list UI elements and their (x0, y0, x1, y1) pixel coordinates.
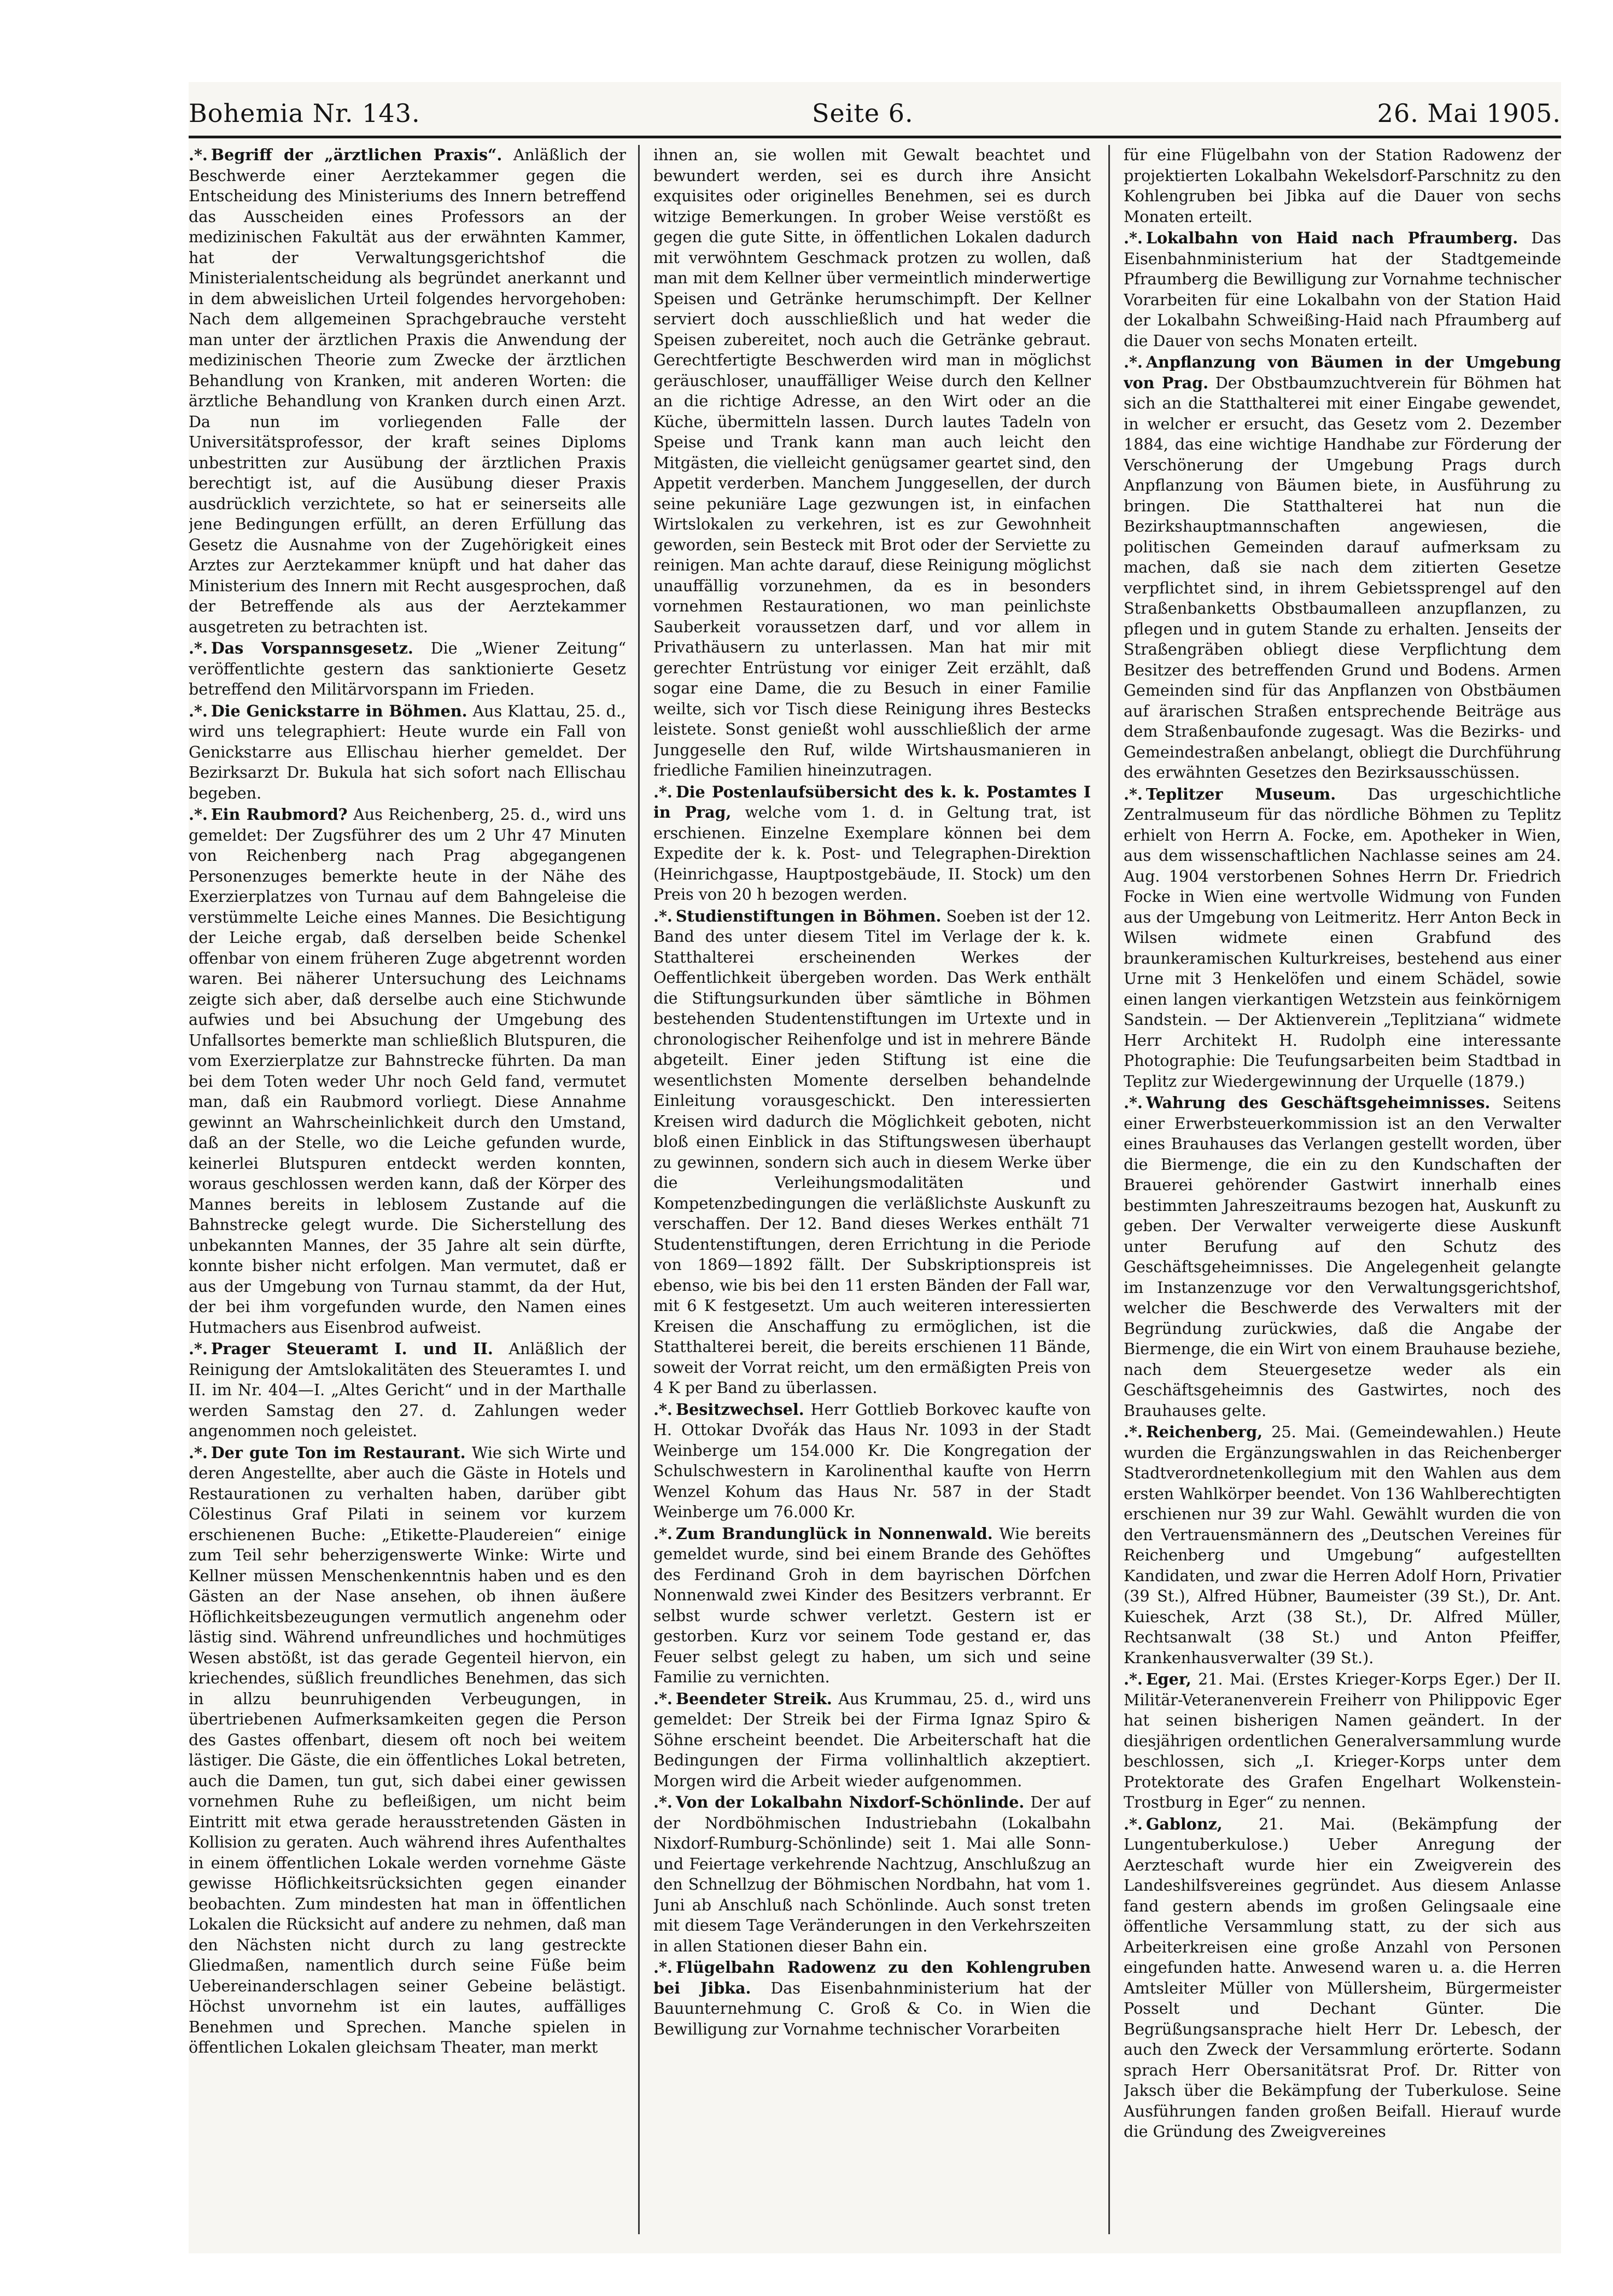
article-headline: Von der Lokalbahn Nixdorf-Schönlinde. (675, 1793, 1025, 1811)
article-text: Soeben ist der 12. Band des unter diesem Titel im Verlage der k. k. Statthalterei erscheinenden Werkes der Oeffentlichkeit übergeben worden. Das Werk enthält die Stiftungsurkunden über sämtliche in Böhmen bestehenden Studentenstiftungen im Urtexte und in chronologischer Reihenfolge und ist in mehrere Bände abgeteilt. Einer jeden Stiftung ist eine die wesentlichsten Momente derselben behandelnde Einleitung vorausgeschickt. Den interessierten Kreisen wird dadurch die Möglichkeit geboten, nicht bloß einen Einblick in das Stiftungswesen überhaupt zu gewinnen, sondern sich auch in diesem Werke über die Verleihungsmodalitäten und Kompetenzbedingungen die verläßlichste Auskunft zu verschaffen. Der 12. Band dieses Werkes enthält 71 Studentenstiftungen, deren Errichtung in die Periode von 1869—1892 fällt. Der Subskriptionspreis ist ebenso, wie bis bei den 11 ersten Bänden der Fall war, mit 6 K festgesetzt. Um auch weiteren interessierten Kreisen die Anschaffung zu ermöglichen, ist die Statthalterei bereit, die bereits erschienen 11 Bände, soweit der Vorrat reicht, um den ermäßigten Preis von 4 K per Band zu überlassen. (653, 906, 1091, 1397)
header-rule (189, 136, 1561, 138)
article-text: Wie bereits gemeldet wurde, sind bei einem Brande des Gehöftes des Ferdinand Groh in dem bayrischen Dörfchen Nonnenwald zwei Kinder des Besitzers verbrannt. Er selbst wurde schwer verletzt. Gestern ist er gestorben. Kurz vor seinem Tode gestand er, das Feuer selbst gelegt zu haben, um sich und seine Familie zu vernichten. (653, 1524, 1091, 1686)
article (653, 1689, 1091, 1792)
article-paragraph (1124, 145, 1561, 227)
asterism-mark: .*. (653, 1793, 673, 1811)
article-paragraph (189, 1339, 626, 1442)
article (653, 782, 1091, 905)
asterism-mark: .*. (189, 805, 208, 824)
article (189, 1339, 626, 1442)
masthead-title: Bohemia Nr. 143. (189, 98, 420, 128)
article-text: Das Eisenbahnministerium hat der Bauunternehmung C. Groß & Co. in Wien die Bewilligung zur Vornahme technischer Vorarbeiten (653, 1978, 1091, 2038)
article-paragraph (653, 1524, 1091, 1688)
asterism-mark: .*. (1124, 1814, 1143, 1833)
article-text: Wie sich Wirte und deren Angestellte, aber auch die Gäste in Hotels und Restaurationen zu verhalten haben, darüber gibt Cölestinus Graf Pilati in seinem vor kurzem erschienenen Buche: „Etikette-Plaudereien“ einige zum Teil sehr beherzigenswerte Winke: Wirte und Kellner müssen Menschenkenntnis haben und es den Gästen an der Nase ansehen, ob ihnen äußere Höflichkeitsbezeugungen vermutlich angenehm oder lästig sind. Während unfreundliches und hochmütiges Wesen abstößt, ist das gerade Gegenteil hiervon, ein kriechendes, süßlich freundliches Benehmen, das sich in allzu beunruhigenden Verbeugungen, in übertriebenen Aufmerksamkeiten gegen die Person des Gastes offenbart, diesem oft noch bei weitem lästiger. Die Gäste, die ein öffentliches Lokal betreten, auch die Damen, tun gut, sich dabei einer gewissen vornehmen Ruhe zu befleißigen, um nicht beim Eintritt mit etwa gerade herausstretenden Gästen in Kollision zu geraten. Auch während ihres Aufenthaltes in einem öffentlichen Lokale werden vornehme Gäste gewisse Höflichkeitsrücksichten gegen einander beobachten. Zum mindesten hat man in öffentlichen Lokalen die Rücksicht auf andere zu nehmen, daß man den Nächsten nicht durch zu lang gestreckte Gliedmaßen, namentlich durch seine Füße beim Uebereinanderschlagen seiner Gebeine belästigt. Höchst unvornehm ist ein lautes, auffälliges Benehmen und Sprechen. Manche spielen in öffentlichen Lokalen gleichsam Theater, man merkt (189, 1443, 626, 2056)
article-headline: Eger, (1146, 1670, 1191, 1688)
article-paragraph (1124, 784, 1561, 1092)
article-headline: Der gute Ton im Restaurant. (211, 1443, 466, 1462)
masthead (189, 93, 1561, 137)
article-paragraph (653, 782, 1091, 905)
issue-date: 26. Mai 1905. (1377, 98, 1561, 128)
article-paragraph (1124, 1093, 1561, 1421)
asterism-mark: .*. (1124, 353, 1143, 371)
article-headline: Die Postenlaufsübersicht des k. k. Postamtes I in Prag, (653, 782, 1091, 821)
article (189, 145, 626, 637)
article (653, 1792, 1091, 1956)
article-paragraph (653, 1957, 1091, 2039)
asterism-mark: .*. (653, 1400, 673, 1419)
asterism-mark: .*. (189, 145, 208, 164)
column-1 (189, 145, 626, 2234)
asterism-mark: .*. (189, 639, 208, 657)
article (1124, 145, 1561, 227)
article-text: Anläßlich der Reinigung der Amtslokalitäten des Steueramtes I. und II. im Nr. 404—I. „Altes Gericht“ und in der Marthalle werden Samstag den 27. d. Zahlungen weder angenommen noch geleistet. (189, 1339, 626, 1440)
article-paragraph (1124, 1669, 1561, 1813)
newspaper-page (189, 82, 1561, 2253)
asterism-mark: .*. (1124, 1670, 1143, 1688)
article-paragraph (1124, 228, 1561, 351)
article (653, 1957, 1091, 2039)
asterism-mark: .*. (653, 1958, 673, 1977)
article-paragraph (1124, 1814, 1561, 2142)
asterism-mark: .*. (1124, 229, 1143, 247)
article (1124, 1814, 1561, 2142)
asterism-mark: .*. (1124, 784, 1143, 803)
article-text: 25. Mai. (Gemeindewahlen.) Heute wurden die Ergänzungswahlen in das Reichenberger Stadtverordnetenkollegium mit den Wahlen aus dem ersten Wahlkörper beendet. Von 136 Wahlberechtigten erschienen nur 39 zur Wahl. Gewählt wurden die von den Vertrauensmännern des „Deutschen Vereines für Reichenberg und Umgebung“ aufgestellten Kandidaten, und zwar die Herren Adolf Horn, Privatier (39 St.), Alfred Hübner, Baumeister (39 St.), Dr. Ant. Kuieschek, Arzt (38 St.), Dr. Alfred Müller, Rechtsanwalt (38 St.) und Anton Pfeiffer, Krankenhausverwalter (39 St.). (1124, 1423, 1561, 1667)
article-headline: Besitzwechsel. (675, 1400, 804, 1419)
article-headline: Anpflanzung von Bäumen in der Umgebung von Prag. (1124, 353, 1561, 392)
article (1124, 352, 1561, 783)
article (1124, 1093, 1561, 1421)
article-text: Das Eisenbahnministerium hat der Stadtgemeinde Pfraumberg die Bewilligung zur Vornahme technischer Vorarbeiten für eine Lokalbahn von der Station Haid der Lokalbahn Schweißing-Haid nach Pfraumberg auf die Dauer von sechs Monaten erteilt. (1124, 229, 1561, 350)
article-paragraph (653, 1689, 1091, 1792)
article-text: Aus Reichenberg, 25. d., wird uns gemeldet: Der Zugsführer des um 2 Uhr 47 Minuten von Reichenberg nach Prag abgegangenen Personenzuges bemerkte heute in der Nähe des Exerzierplatzes von Turnau auf dem Bahngeleise die verstümmelte Leiche eines Mannes. Die Besichtigung der Leiche ergab, daß derselben beide Schenkel offenbar von einem früheren Zuge abgetrennt worden waren. Bei näherer Untersuchung des Leichnams zeigte sich aber, daß derselbe auch eine Stichwunde aufwies und bei Absuchung der Umgebung des Unfallsortes bemerkte man schließlich Blutspuren, die vom Exerzierplatze zur Bahnstrecke führten. Da man bei dem Toten weder Uhr noch Geld fand, vermutet man, daß ein Raubmord vorliegt. Diese Annahme gewinnt an Wahrscheinlichkeit durch den Umstand, daß an der Stelle, wo die Leiche gefunden wurde, keinerlei Blutspuren entdeckt werden konnten, woraus geschlossen werden kann, daß der Körper des Mannes bereits in leblosem Zustande auf die Bahnstrecke gelegt wurde. Die Sicherstellung des unbekannten Mannes, der 35 Jahre alt sein dürfte, konnte bisher nicht erfolgen. Man vermutet, daß er aus der Umgebung von Turnau stammt, da der Hut, der bei ihm vorgefunden wurde, den Namen eines Hutmachers aus Eisenbrod aufweist. (189, 805, 626, 1337)
article (1124, 1422, 1561, 1668)
article-text: Aus Krummau, 25. d., wird uns gemeldet: Der Streik bei der Firma Ignaz Spiro & Söhne erscheint beendet. Die Arbeiterschaft hat die Bedingungen der Firma vollinhaltlich akzeptiert. Morgen wird die Arbeit wieder aufgenommen. (653, 1689, 1091, 1790)
article-headline: Teplitzer Museum. (1146, 784, 1336, 803)
article-headline: Reichenberg, (1146, 1423, 1263, 1441)
asterism-mark: .*. (653, 1524, 673, 1543)
article-headline: Die Genickstarre in Böhmen. (211, 701, 467, 720)
article-text: Der auf der Nordböhmischen Industriebahn (Lokalbahn Nixdorf-Rumburg-Schönlinde) seit 1. Mai alle Sonn- und Feiertage verkehrende Nachtzug, Anschlußzug an den Schnellzug der Böhmischen Nordbahn, hat vom 1. Juni ab Anschluß nach Schönlinde. Auch sonst treten mit diesem Tage Veränderungen in den Verkehrszeiten in allen Stationen dieser Bahn ein. (653, 1793, 1091, 1955)
article-text: Der Obstbaumzuchtverein für Böhmen hat sich an die Statthalterei mit einer Eingabe gewendet, in welcher er ersucht, das Gesetz vom 2. Dezember 1884, das eine wichtige Handhabe zur Förderung der Verschönerung der Umgebung Prags durch Anpflanzung von Bäumen biete, in Ausführung zu bringen. Die Statthalterei hat nun die Bezirkshauptmannschaften angewiesen, die politischen Gemeinden darauf aufmerksam zu machen, daß sie nach dem zitierten Gesetze verpflichtet sind, in ihrem Gebietssprengel auf den Straßenbanketts Obstbaumalleen anzupflanzen, zu pflegen und in gutem Stande zu erhalten. Jenseits der Straßengräben obliegt diese Verpflichtung dem Besitzer des betreffenden Grund und Bodens. Armen Gemeinden sind für das Anpflanzen von Obstbäumen auf ärarischen Straßen entsprechende Beiträge aus dem Straßenbaufonde zugesagt. Was die Bezirks- und Gemeindestraßen anbelangt, obliegt die Durchführung des erwähnten Gesetzes den Bezirksausschüssen. (1124, 373, 1561, 782)
page-number: Seite 6. (812, 98, 914, 128)
article-headline: Studienstiftungen in Böhmen. (675, 906, 942, 925)
asterism-mark: .*. (189, 1443, 208, 1462)
asterism-mark: .*. (1124, 1423, 1143, 1441)
article-paragraph (653, 906, 1091, 1398)
article-headline: Beendeter Streik. (675, 1689, 832, 1708)
asterism-mark: .*. (653, 1689, 673, 1708)
article-headline: Wahrung des Geschäftsgeheimnisses. (1146, 1093, 1491, 1112)
article-headline: Gablonz, (1146, 1814, 1223, 1833)
article (653, 1524, 1091, 1688)
article (1124, 228, 1561, 351)
article-text: 21. Mai. (Erstes Krieger-Korps Eger.) Der II. Militär-Veteranenverein Freiherr von Philippovic Eger hat seinen bisherigen Namen geändert. In der diesjährigen ordentlichen Generalversammlung wurde beschlossen, sich „I. Krieger-Korps unter dem Protektorate des Grafen Engelhart Wolkenstein-Trostburg in Eger“ zu nennen. (1124, 1670, 1561, 1811)
article-text: Anläßlich der Beschwerde einer Aerztekammer gegen die Entscheidung des Ministeriums des Innern betreffend das Ausscheiden eines Professors an der medizinischen Fakultät aus der erwähnten Kammer, hat der Verwaltungsgerichtshof die Ministerialentscheidung als begründet anerkannt und in dem abweislichen Urteil folgendes hervorgehoben: Nach dem allgemeinen Sprachgebrauche versteht man unter der ärztlichen Praxis die Anwendung der medizinischen Theorie zum Zwecke der ärztlichen Behandlung von Kranken, mit anderen Worten: die ärztliche Behandlung von Kranken durch einen Arzt. Da nun im vorliegenden Falle der Universitätsprofessor, der kraft seines Diploms unbestritten zur Ausübung der ärztlichen Praxis berechtigt ist, auf die Ausübung dieser Praxis ausdrücklich verzichtete, so hat er seinerseits alle jene Bedingungen erfüllt, an deren Erfüllung das Gesetz die Ausnahme von der Zugehörigkeit eines Arztes zur Aerztekammer knüpft und hat daher das Ministerium des Innern mit Recht ausgesprochen, daß der Betreffende als aus der Aerztekammer ausgetreten zu betrachten ist. (189, 145, 626, 636)
article-paragraph (1124, 352, 1561, 783)
article-headline: Lokalbahn von Haid nach Pfraumberg. (1146, 229, 1518, 247)
article (189, 805, 626, 1338)
article-text: Die „Wiener Zeitung“ veröffentlichte gestern das sanktionierte Gesetz betreffend den Militärvorspann im Frieden. (189, 639, 626, 698)
article-headline: Flügelbahn Radowenz zu den Kohlengruben bei Jibka. (653, 1958, 1091, 1997)
article (189, 638, 626, 700)
column-3 (1124, 145, 1561, 2234)
article-text: für eine Flügelbahn von der Station Radowenz der projektierten Lokalbahn Wekelsdorf-Parschnitz zu den Kohlengruben bei Jibka auf die Dauer von sechs Monaten erteilt. (1124, 145, 1561, 226)
article (653, 145, 1091, 781)
article-text: 21. Mai. (Bekämpfung der Lungentuberkulose.) Ueber Anregung der Aerzteschaft wurde hier ein Zweigverein des Landeshilfsvereines gegründet. Aus diesem Anlasse fand gestern abends im großen Gelingsaale eine öffentliche Versammlung statt, zu der sich aus Arbeiterkreisen eine große Anzahl von Personen eingefunden hatte. Anwesend waren u. a. die Herren Amtsleiter Müller von Müllersheim, Bürgermeister Posselt und Dechant Günter. Die Begrüßungsansprache hielt Herr Dr. Lebesch, der auch den Zweck der Versammlung erörterte. Sodann sprach Herr Obersanitätsrat Prof. Dr. Ritter von Jaksch über die Bekämpfung der Tuberkulose. Seine Ausführungen fanden großen Beifall. Hierauf wurde die Gründung des Zweigvereines (1124, 1814, 1561, 2141)
article-paragraph (189, 805, 626, 1338)
article-text: ihnen an, sie wollen mit Gewalt beachtet und bewundert werden, sei es durch ihre Ansicht exquisites oder originelles Benehmen, sei es durch witzige Bemerkungen. In grober Weise verstößt es gegen die gute Sitte, in öffentlichen Lokalen dadurch mit verwöhntem Geschmack protzen zu wollen, daß man mit dem Kellner über vermeintlich minderwertige Speisen und Getränke herumschimpft. Der Kellner serviert doch ausschließlich und hat weder die Speisen zubereitet, noch auch die Getränke gebraut. Gerechtfertigte Beschwerden wird man in möglichst geräuschloser, unauffälliger Weise durch den Kellner an die richtige Adresse, an den Wirt oder an die Küche, übermitteln lassen. Durch lautes Tadeln von Speise und Trank kann man auch leicht den Mitgästen, die vielleicht genügsamer geartet sind, den Appetit verderben. Manchem Junggesellen, der durch seine pekuniäre Lage gezwungen ist, in einfachen Wirtslokalen zu verkehren, ist es zur Gewohnheit geworden, sein Besteck mit Brot oder der Serviette zu reinigen. Man achte darauf, diese Reinigung möglichst unauffällig vorzunehmen, da es in besonders vornehmen Restaurationen, wo man peinlichste Sauberkeit voraussetzen darf, und vor allem in Privathäusern zu unterlassen. Man hat mir mit gerechter Entrüstung vor einiger Zeit erzählt, daß sogar eine Dame, die zu Besuch in einer Familie weilte, sich vor Tisch diese Reinigung ihres Bestecks leistete. Sonst genießt wohl ausschließlich der arme Junggeselle den Ruf, wilde Wirtshausmanieren in friedliche Familien hineinzutragen. (653, 145, 1091, 779)
article-text: Seitens einer Erwerbsteuerkommission ist an den Verwalter eines Brauhauses das Verlangen gestellt worden, über die Biermenge, die ein zu den Kundschaften der Brauerei gehörender Gastwirt innerhalb eines bestimmten Jahreszeitraums bezogen hat, Auskunft zu geben. Der Verwalter verweigerte diese Auskunft unter Berufung auf den Schutz des Geschäftsgeheimnisses. Die Angelegenheit gelangte im Instanzenzuge vor den Verwaltungsgerichtshof, welcher die Beschwerde des Verwalters mit der Begründung zurückwies, daß die Angabe der Biermenge, die ein Wirt von einem Brauhause beziehe, nach dem Steuergesetze weder als ein Geschäftsgeheimnis des Gastwirtes, noch des Brauhauses gelte. (1124, 1093, 1561, 1420)
column-divider (638, 145, 640, 2234)
asterism-mark: .*. (653, 906, 673, 925)
article-text: Aus Klattau, 25. d., wird uns telegraphiert: Heute wurde ein Fall von Genickstarre aus Ellischau hierher gemeldet. Der Bezirksarzt Dr. Bukula hat sich sofort nach Ellischau begeben. (189, 701, 626, 802)
article-paragraph (653, 1400, 1091, 1523)
article (1124, 784, 1561, 1092)
article-paragraph (189, 145, 626, 637)
column-2 (653, 145, 1091, 2234)
article-headline: Zum Brandunglück in Nonnenwald. (675, 1524, 993, 1543)
article (653, 906, 1091, 1398)
article-paragraph (189, 638, 626, 700)
asterism-mark: .*. (1124, 1093, 1143, 1112)
article (1124, 1669, 1561, 1813)
article (189, 701, 626, 804)
article-text: Herr Gottlieb Borkovec kaufte von H. Ottokar Dvořák das Haus Nr. 1093 in der Stadt Weinberge um 154.000 Kr. Die Kongregation der Schulschwestern in Karolinenthal kaufte von Herrn Wenzel Kohum das Haus Nr. 587 in der Stadt Weinberge um 76.000 Kr. (653, 1400, 1091, 1521)
article-headline: Ein Raubmord? (211, 805, 348, 824)
asterism-mark: .*. (189, 1339, 208, 1358)
article (189, 1443, 626, 2058)
article-paragraph (1124, 1422, 1561, 1668)
article-headline: Prager Steueramt I. und II. (211, 1339, 493, 1358)
article-headline: Das Vorspannsgesetz. (211, 639, 413, 657)
article-paragraph (189, 1443, 626, 2058)
article-headline: Begriff der „ärztlichen Praxis“. (211, 145, 502, 164)
article (653, 1400, 1091, 1523)
article-paragraph (653, 1792, 1091, 1956)
article-paragraph (189, 701, 626, 804)
asterism-mark: .*. (653, 782, 673, 801)
asterism-mark: .*. (189, 701, 208, 720)
article-paragraph (653, 145, 1091, 781)
column-divider (1108, 145, 1110, 2234)
article-text: welche vom 1. d. in Geltung trat, ist erschienen. Einzelne Exemplare können bei dem Expedite der k. k. Post- und Telegraphen-Direktion (Heinrichgasse, Hauptpostgebäude, II. Stock) um den Preis von 20 h bezogen werden. (653, 803, 1091, 904)
article-text: Das urgeschichtliche Zentralmuseum für das nördliche Böhmen zu Teplitz erhielt von Herrn A. Focke, em. Apotheker in Wien, aus dem wissenschaftlichen Nachlasse seines am 24. Aug. 1904 verstorbenen Sohnes Herrn Dr. Friedrich Focke in Wien eine wertvolle Widmung von Funden aus der Umgebung von Leitmeritz. Herr Anton Beck in Wilsen widmete einen Grabfund des braunkeramischen Kulturkreises, bestehend aus einer Urne mit 3 Henkelöfen und einem Schädel, sowie einen langen vierkantigen Wetzstein aus feinkörnigem Sandstein. — Der Aktienverein „Teplitziana“ widmete Herr Architekt H. Rudolph eine interessante Photographie: Die Teufungsarbeiten beim Stadtbad in Teplitz zur Wiedergewinnung der Urquelle (1879.) (1124, 784, 1561, 1091)
